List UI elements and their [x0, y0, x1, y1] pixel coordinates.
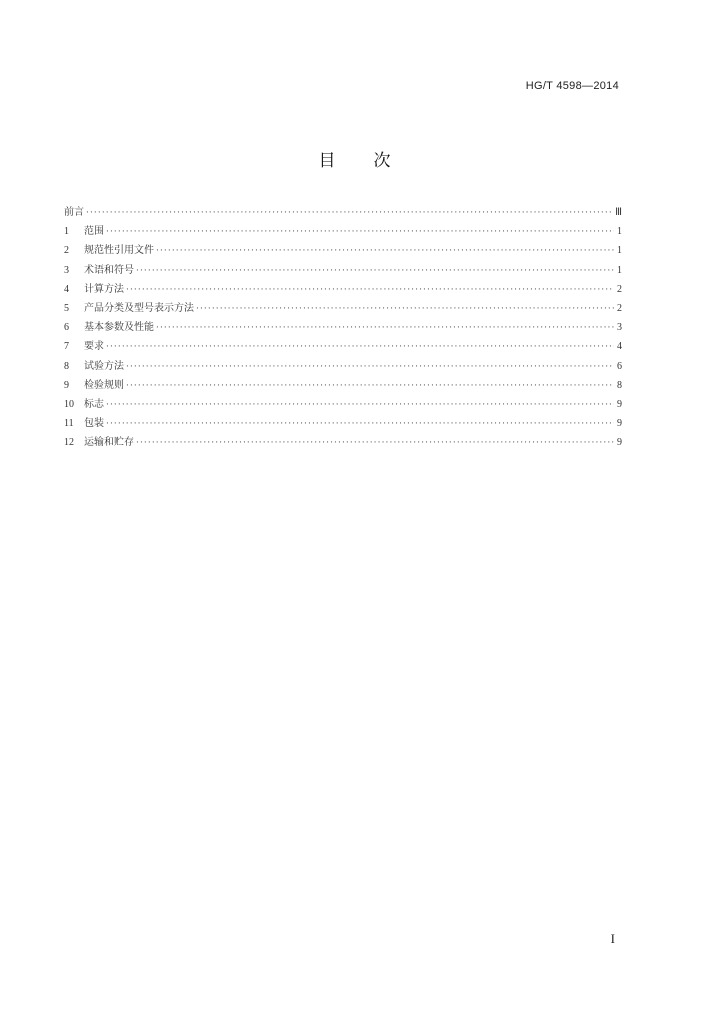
- toc-entry-number: 2: [64, 245, 69, 257]
- toc-entry-page: 1: [617, 226, 622, 238]
- toc-entry-page: 1: [617, 264, 622, 276]
- toc-entry-9[interactable]: [64, 376, 622, 395]
- toc-entry-page: 9: [617, 418, 622, 430]
- dot-leader: [126, 377, 614, 396]
- dot-leader: [136, 262, 614, 281]
- toc-entry-number: 1: [64, 226, 69, 238]
- dot-leader: [156, 319, 614, 338]
- toc-entry-page: 9: [617, 398, 622, 410]
- dot-leader: [156, 242, 614, 261]
- toc-entry-number: 10: [64, 398, 74, 410]
- dot-leader: [106, 223, 614, 242]
- dot-leader: [86, 204, 612, 223]
- toc-entry-2[interactable]: [64, 241, 622, 260]
- toc-entry-number: 3: [64, 264, 69, 276]
- dot-leader: [106, 415, 614, 434]
- toc-entry-title: 基本参数及性能: [84, 322, 154, 334]
- table-of-contents: [64, 203, 622, 452]
- toc-entry-title: 包装: [84, 418, 104, 430]
- dot-leader: [106, 338, 614, 357]
- toc-entry-page: 9: [617, 437, 622, 449]
- toc-entry-7[interactable]: [64, 337, 622, 356]
- toc-entry-number: 9: [64, 379, 69, 391]
- toc-entry-page: 3: [617, 322, 622, 334]
- dot-leader: [196, 300, 614, 319]
- toc-entry-number: 7: [64, 341, 69, 353]
- toc-entry-12[interactable]: [64, 433, 622, 452]
- toc-entry-page: 6: [617, 360, 622, 372]
- toc-entry-number: 11: [64, 418, 74, 430]
- toc-entry-number: 4: [64, 283, 69, 295]
- toc-entry-page: 1: [617, 245, 622, 257]
- toc-entry-5[interactable]: [64, 299, 622, 318]
- dot-leader: [106, 396, 614, 415]
- toc-entry-10[interactable]: [64, 395, 622, 414]
- toc-title: 目次: [318, 151, 429, 171]
- toc-entry-number: 6: [64, 322, 69, 334]
- toc-entry-title: 规范性引用文件: [84, 245, 154, 257]
- toc-entry-title: 要求: [84, 341, 104, 353]
- dot-leader: [126, 281, 614, 300]
- toc-entry-4[interactable]: [64, 280, 622, 299]
- toc-entry-page: 2: [617, 283, 622, 295]
- toc-entry-title: 范围: [84, 226, 104, 238]
- toc-entry-title: 产品分类及型号表示方法: [84, 302, 194, 314]
- toc-entry-title: 计算方法: [84, 283, 124, 295]
- dot-leader: [136, 434, 614, 453]
- toc-entry-page: 2: [617, 302, 622, 314]
- toc-entry-1[interactable]: [64, 222, 622, 241]
- toc-entry-page: 4: [617, 341, 622, 353]
- toc-entry-3[interactable]: [64, 261, 622, 280]
- toc-entry-title: 运输和贮存: [84, 437, 134, 449]
- toc-entry-title: 术语和符号: [84, 264, 134, 276]
- toc-entry-number: 5: [64, 302, 69, 314]
- toc-entry-number: 12: [64, 437, 74, 449]
- dot-leader: [126, 358, 614, 377]
- toc-entry-number: 8: [64, 360, 69, 372]
- toc-entry-11[interactable]: [64, 414, 622, 433]
- toc-entry-title: 标志: [84, 398, 104, 410]
- toc-entry-foreword[interactable]: [64, 203, 622, 222]
- standard-code: HG/T 4598—2014: [525, 80, 619, 92]
- page-number: I: [610, 931, 615, 946]
- toc-entry-6[interactable]: [64, 318, 622, 337]
- toc-entry-title: 前言: [64, 207, 84, 218]
- toc-entry-title: 检验规则: [84, 379, 124, 391]
- toc-entry-page: 8: [617, 379, 622, 391]
- toc-entry-8[interactable]: [64, 357, 622, 376]
- toc-entry-page: Ⅲ: [615, 207, 622, 218]
- toc-entry-title: 试验方法: [84, 360, 124, 372]
